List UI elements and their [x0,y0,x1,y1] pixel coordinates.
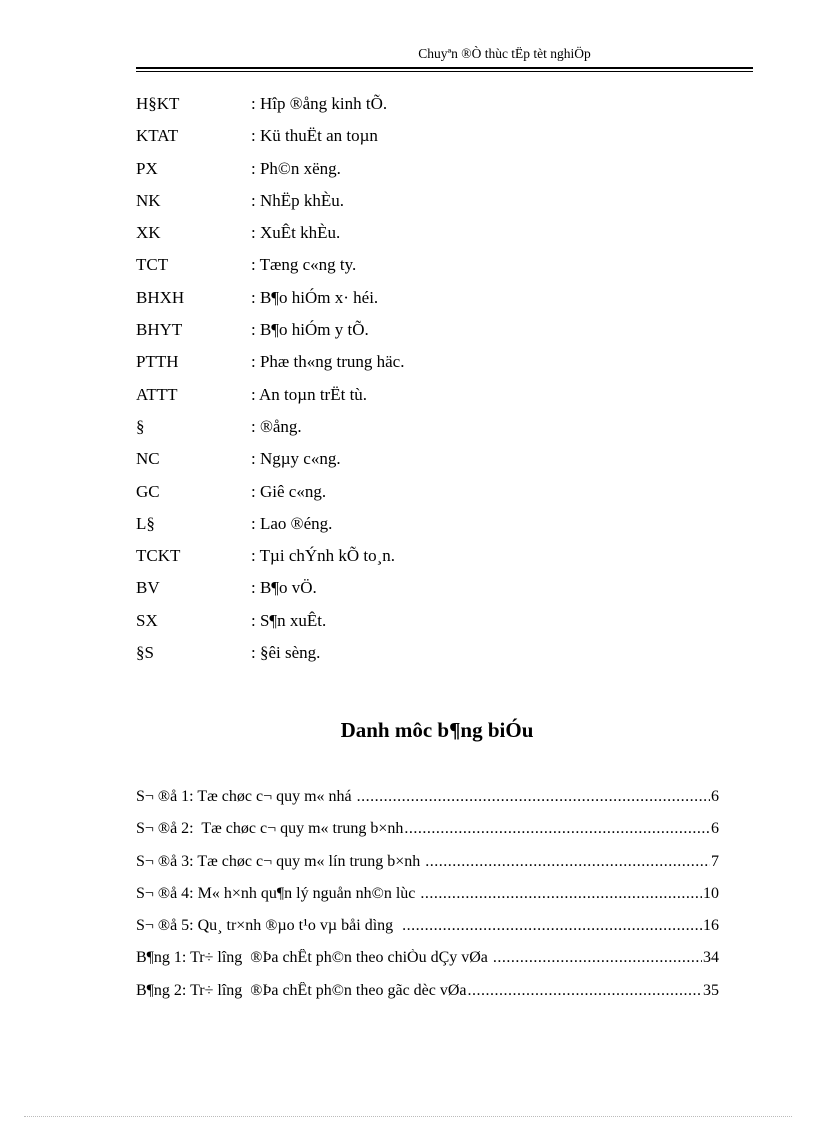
toc-entry-page: 10 [703,884,719,902]
abbreviation-code: BV [136,578,160,598]
abbreviation-row [136,417,736,449]
abbreviation-definition: : B¶o hiÓm x· héi. [251,287,379,307]
abbreviation-definition: : Lao ®éng. [251,513,333,533]
toc-entry-label: S¬ ®å 2: Tæ chøc c¬ quy m« trung b×nh [136,820,404,838]
abbreviation-definition: : ®ång. [251,416,302,436]
abbreviation-row [136,94,736,126]
toc-entry [136,982,719,1014]
abbreviation-code: §S [136,643,154,663]
toc-dot-leader [468,982,702,1000]
toc-entry-page: 35 [703,981,719,999]
abbreviation-code: PTTH [136,352,179,372]
toc-dot-leader [404,820,710,838]
toc-entry-label: B¶ng 2: Tr÷ lîng ®Þa chÊt ph©n theo gãc dèc vØa [136,981,467,999]
abbreviation-row [136,126,736,158]
abbreviation-row [136,449,736,481]
abbreviation-row [136,611,736,643]
abbreviation-row [136,288,736,320]
toc-entry [136,949,719,981]
abbreviation-row [136,191,736,223]
abbreviation-code: L§ [136,513,155,533]
abbreviation-row [136,255,736,287]
section-title: Danh môc b¶ng biÓu [340,718,534,742]
toc-entry-label: S¬ ®å 5: Qu¸ tr×nh ®µo t¹o vµ båi dìng [136,917,402,935]
abbreviation-row [136,159,736,191]
abbreviation-row [136,514,736,546]
abbreviation-code: ATTT [136,384,178,404]
abbreviation-definition: : Hîp ®ång kinh tÕ. [251,94,388,113]
abbreviation-code: SX [136,610,158,630]
toc-entry [136,820,719,852]
abbreviation-code: PX [136,158,158,178]
abbreviation-definition: : S¶n xuÊt. [251,610,327,630]
toc-entry-label: S¬ ®å 3: Tæ chøc c¬ quy m« lín trung b×nh [136,852,425,870]
toc-dot-leader [425,853,710,871]
abbreviation-row [136,385,736,417]
abbreviation-definition: : Phæ th«ng trung häc. [251,352,405,372]
abbreviation-row [136,643,736,675]
toc-entry [136,917,719,949]
abbreviation-definition: : Tµi chÝnh kÕ to¸n. [251,546,396,566]
abbreviation-code: XK [136,223,161,243]
abbreviation-definition: : NhËp khÈu. [251,190,345,210]
toc-dot-leader [493,949,702,967]
header-rule-thin [136,71,753,72]
abbreviation-definition: : Ngµy c«ng. [251,449,341,469]
abbreviation-definition: : B¶o vÖ. [251,578,317,598]
abbreviation-definition: : Giê c«ng. [251,481,327,501]
toc-entry [136,853,719,885]
toc-entry-label: S¬ ®å 1: Tæ chøc c¬ quy m« nhá [136,788,356,805]
toc-entry [136,885,719,917]
abbreviation-code: GC [136,481,160,501]
toc-dot-leader [402,917,702,935]
abbreviation-definition: : An toµn trËt tù. [251,384,368,404]
abbreviation-row [136,546,736,578]
abbreviation-code: KTAT [136,126,179,146]
abbreviation-definition: : B¶o hiÓm y tÕ. [251,320,369,340]
toc-entry-page: 34 [703,949,719,967]
abbreviation-code: BHXH [136,287,185,307]
toc-entry-page: 6 [711,788,719,805]
page-bottom-rule [24,1116,792,1117]
abbreviation-definition: : Tæng c«ng ty. [251,255,357,275]
abbreviation-code: NC [136,449,160,469]
abbreviation-row [136,320,736,352]
toc-entry-page: 6 [711,820,719,838]
header-title: Chuyªn ®Ò thùc tËp tèt nghiÖp [418,46,591,61]
abbreviation-row [136,352,736,384]
abbreviation-code: BHYT [136,320,183,340]
toc-entry [136,788,719,820]
abbreviation-definition: : Ph©n xëng. [251,158,341,178]
abbreviation-code: TCT [136,255,169,275]
abbreviation-row [136,482,736,514]
toc-entry-page: 16 [703,917,719,935]
toc-entry-label: S¬ ®å 4: M« h×nh qu¶n lý nguån nh©n lùc [136,884,420,902]
toc-entry-page: 7 [711,852,719,870]
abbreviation-definition: : Kü thuËt an toµn [251,126,378,146]
abbreviation-definition: : XuÊt khÈu. [251,223,341,243]
table-of-figures [136,788,719,1014]
abbreviation-code: NK [136,190,161,210]
abbreviation-row [136,578,736,610]
abbreviation-row [136,223,736,255]
abbreviation-definition: : §êi sèng. [251,643,321,663]
toc-dot-leader [420,885,702,903]
abbreviation-code: § [136,416,145,436]
abbreviation-code: TCKT [136,546,181,566]
header-rule-thick [136,67,753,69]
abbreviation-code: H§KT [136,94,180,113]
abbreviation-list [136,94,736,675]
toc-entry-label: B¶ng 1: Tr÷ lîng ®Þa chÊt ph©n theo chiÒu dÇy vØa [136,949,492,967]
toc-dot-leader [357,788,710,806]
